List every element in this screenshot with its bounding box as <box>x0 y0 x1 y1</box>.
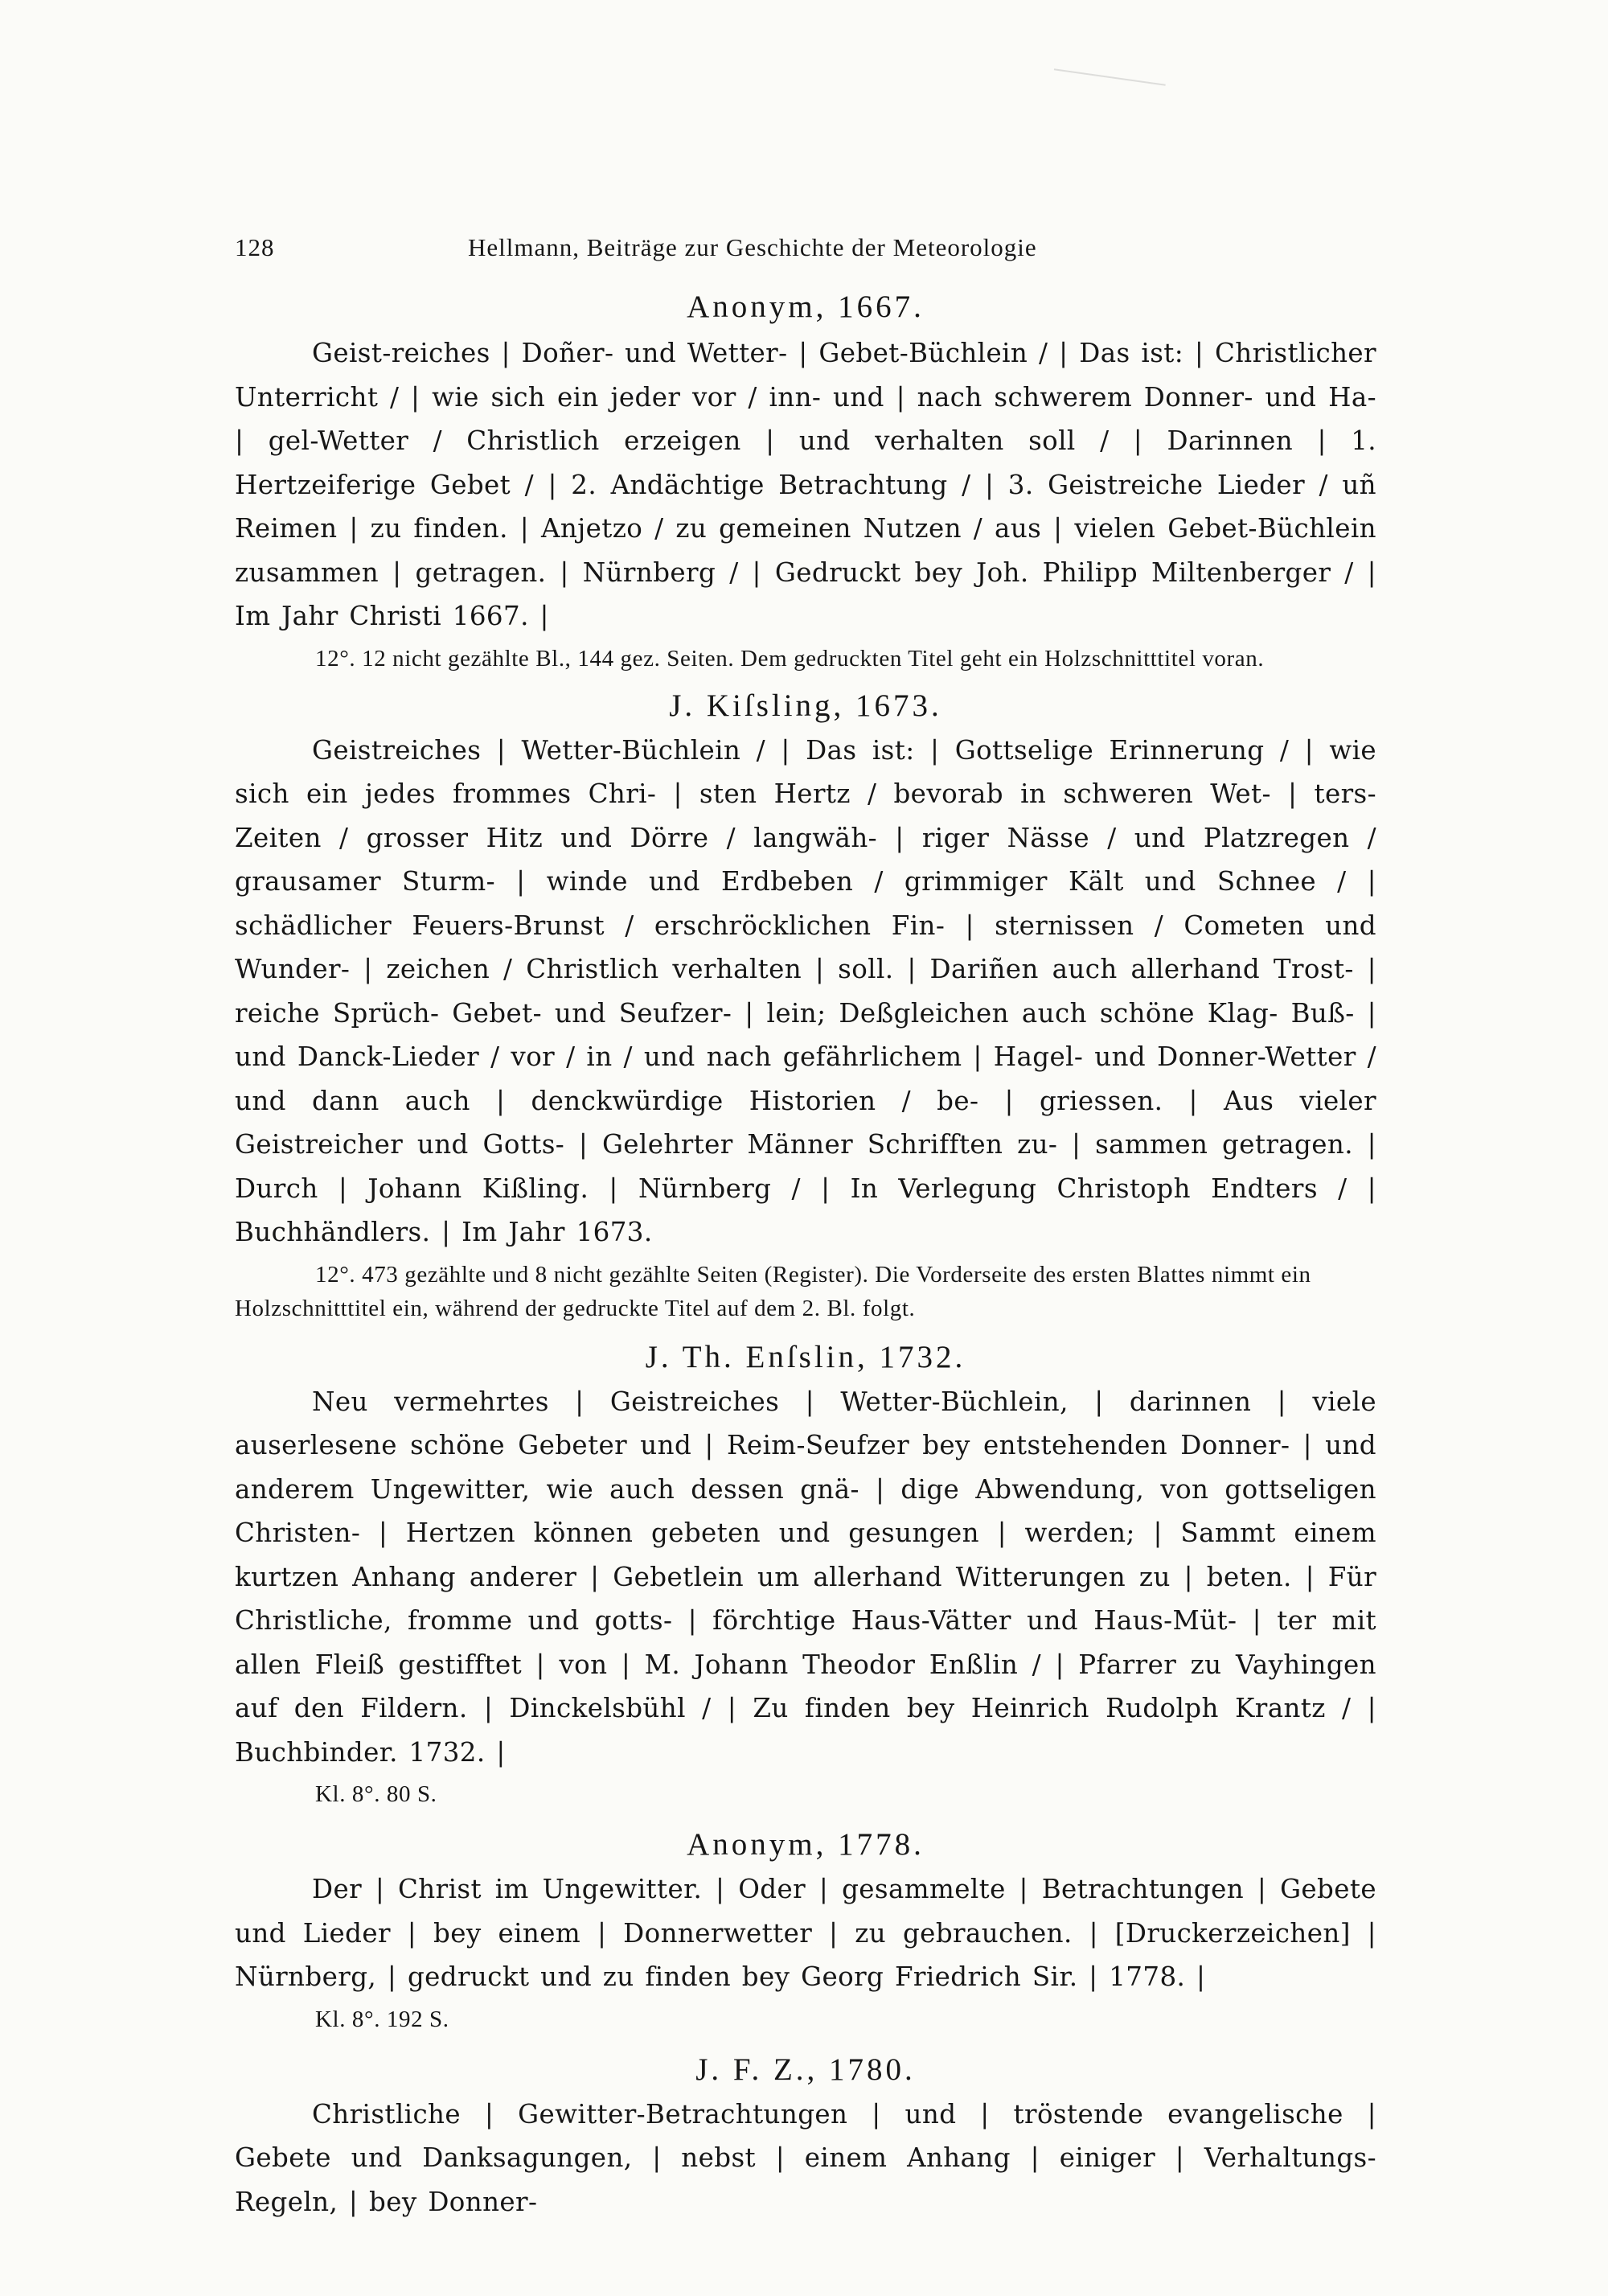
entry-title: Geist-reiches | Doñer- und Wetter- | Gebet-Büchlein / | Das ist: | Christlicher Unterricht / | wie sich ein jeder vor / inn- und | nach schwerem Donner- und Ha- | gel-Wetter / Christlich erzeigen | und verhalten soll / | Darinnen | 1. Hertzeiferige Gebet / | 2. Andächtige Betrachtung / | 3. Geistreiche Lieder / uñ Reimen | zu finden. | Anjetzo / zu gemeinen Nutzen / aus | vielen Gebet-Büchlein zusammen | getragen. | Nürnberg / | Gedruckt bey Joh. Philipp Miltenberger / | Im Jahr Christi 1667. | <box>235 338 1376 631</box>
entry-heading: Anonym, 1778. <box>687 1827 925 1862</box>
bibliography-entry <box>235 684 1376 1325</box>
entry-heading: Anonym, 1667. <box>687 290 925 324</box>
book-page <box>235 225 1376 2268</box>
page-number: 128 <box>235 233 275 261</box>
entry-title: Christliche | Gewitter-Betrachtungen | und | tröstende evangelische | Gebete und Danksagungen, | nebst | einem Anhang | einiger | Verhaltungs-Regeln, | bey Donner- <box>235 2098 1376 2217</box>
running-header <box>235 225 1376 273</box>
entry-heading: J. F. Z., 1780. <box>695 2052 916 2087</box>
bibliography-entry <box>235 1335 1376 1812</box>
entry-title: Geistreiches | Wetter-Büchlein / | Das ist: | Gottselige Erinnerung / | wie sich ein jedes frommes Chri- | sten Hertz / bevorab in schweren Wet- | ters-Zeiten / grosser Hitz und Dörre / langwäh- | riger Nässe / und Platzregen / grausamer Sturm- | winde und Erdbeben / grimmiger Kält und Schnee / | schädlicher Feuers-Brunst / erschröcklichen Fin- | sternissen / Cometen und Wunder- | zeichen / Christlich verhalten | soll. | Dariñen auch allerhand Trost- | reiche Sprüch- Gebet- und Seufzer- | lein; Deßgleichen auch schöne Klag- Buß- | und Danck-Lieder / vor / in / und nach gefährlichem | Hagel- und Donner-Wetter / und dann auch | denckwürdige Historien / be- | griessen. | Aus vieler Geistreicher und Gotts- | Gelehrter Männer Schrifften zu- | sammen getragen. | Durch | Johann Kißling. | Nürnberg / | In Verlegung Christoph Endters / | Buchhändlers. | Im Jahr 1673. <box>235 734 1376 1247</box>
paper-smudge <box>1053 68 1165 88</box>
entry-note: Kl. 8°. 192 S. <box>315 2006 449 2032</box>
entry-heading: J. Th. Enſslin, 1732. <box>645 1339 966 1374</box>
entry-title: Neu vermehrtes | Geistreiches | Wetter-Büchlein, | darinnen | viele auserlesene schöne Gebeter und | Reim-Seufzer bey entstehenden Donner- | und anderem Ungewitter, wie auch dessen gnä- | dige Abwendung, von gottseligen Christen- | Hertzen können gebeten und gesungen | werden; | Sammt einem kurtzen Anhang anderer | Gebetlein um allerhand Witterungen zu | beten. | Für Christliche, fromme und gotts- | förchtige Haus-Vätter und Haus-Müt- | ter mit allen Fleiß gestifftet | von | M. Johann Theodor Enßlin / | Pfarrer zu Vayhingen auf den Fildern. | Dinckelsbühl / | Zu finden bey Heinrich Rudolph Krantz / | Buchbinder. 1732. | <box>235 1386 1376 1768</box>
entry-note: Kl. 8°. 80 S. <box>315 1781 437 1807</box>
bibliography-entry <box>235 1822 1376 2036</box>
entry-note: 12°. 12 nicht gezählte Bl., 144 gez. Seiten. Dem gedruckten Titel geht ein Holzschnitttitel voran. <box>315 645 1265 672</box>
entry-note: 12°. 473 gezählte und 8 nicht gezählte Seiten (Register). Die Vorderseite des ersten Blattes nimmt ein Holzschnitttitel ein, während der gedruckte Titel auf dem 2. Bl. folgt. <box>235 1261 1311 1321</box>
entry-title: Der | Christ im Ungewitter. | Oder | gesammelte | Betrachtungen | Gebete und Lieder | bey einem | Donnerwetter | zu gebrauchen. | [Druckerzeichen] | Nürnberg, | gedruckt und zu finden bey Georg Friedrich Sir. | 1778. | <box>235 1874 1376 1992</box>
entry-heading: J. Kiſsling, 1673. <box>669 688 942 723</box>
bibliography-entry <box>235 285 1376 676</box>
running-title: Hellmann, Beiträge zur Geschichte der Meteorologie <box>468 233 1037 261</box>
bibliography-entry <box>235 2048 1376 2224</box>
